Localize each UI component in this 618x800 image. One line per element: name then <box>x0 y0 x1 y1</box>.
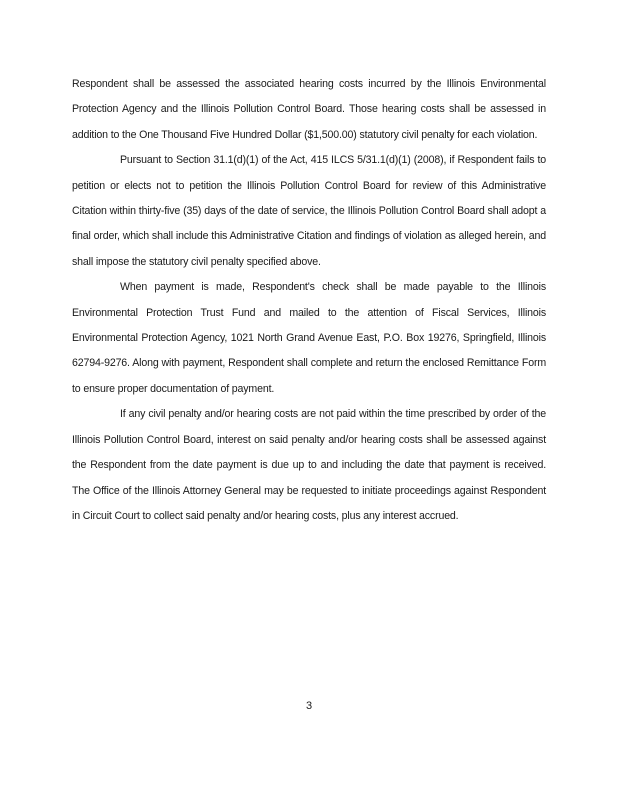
document-body <box>72 72 546 529</box>
paragraph-interest-collection: If any civil penalty and/or hearing costs are not paid within the time prescribed by order of the Illinois Pollution Control Board, interest on said penalty and/or hearing costs shall be assessed against the Respondent from the date payment is due up to and including the date that payment is received. The Office of the Illinois Attorney General may be requested to initiate proceedings against Respondent in Circuit Court to collect said penalty and/or hearing costs, plus any interest accrued. <box>72 408 546 522</box>
paragraph-hearing-costs: Respondent shall be assessed the associated hearing costs incurred by the Illinois Environmental Protection Agency and the Illinois Pollution Control Board. Those hearing costs shall be assessed in addition to the One Thousand Five Hundred Dollar ($1,500.00) statutory civil penalty for each violation. <box>72 78 546 141</box>
paragraph-final-order: Pursuant to Section 31.1(d)(1) of the Act, 415 ILCS 5/31.1(d)(1) (2008), if Respondent fails to petition or elects not to petition the Illinois Pollution Control Board for review of this Administrative Citation within thirty-five (35) days of the date of service, the Illinois Pollution Control Board shall adopt a final order, which shall include this Administrative Citation and findings of violation as alleged herein, and shall impose the statutory civil penalty specified above. <box>72 154 546 268</box>
page-number: 3 <box>306 700 312 712</box>
paragraph-payment-instructions: When payment is made, Respondent's check shall be made payable to the Illinois Environmental Protection Trust Fund and mailed to the attention of Fiscal Services, Illinois Environmental Protection Agency, 1021 North Grand Avenue East, P.O. Box 19276, Springfield, Illinois 62794-9276. Along with payment, Respondent shall complete and return the enclosed Remittance Form to ensure proper documentation of payment. <box>72 281 546 395</box>
